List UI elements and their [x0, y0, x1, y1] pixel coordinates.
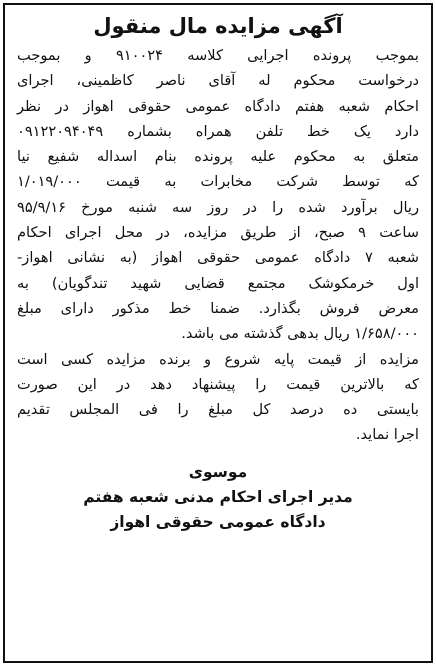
notice-title: آگهی مزایده مال منقول	[93, 14, 343, 38]
paragraph-line: احکام شعبه هفتم دادگاه عمومی حقوقی اهواز در نظر	[17, 97, 419, 115]
paragraph-line: مزایده از قیمت پایه شروع و برنده مزایده کسی است	[17, 350, 419, 368]
notice-paragraph-1	[17, 43, 419, 347]
paragraph-line: اول خرمکوشک مجتمع قضایی شهید تندگویان) به	[17, 274, 419, 292]
signature-court: دادگاه عمومی حقوقی اهواز	[110, 512, 326, 531]
paragraph-line: متعلق به محکوم علیه پرونده بنام اسداله شفیع نیا	[17, 148, 419, 166]
paragraph-line: ریال برآورد شده را در روز سه شنبه مورخ ۹۵/۹/۱۶	[17, 198, 419, 216]
paragraph-line: شعبه ۷ دادگاه عمومی حقوقی اهواز (به نشانی اهواز-	[17, 249, 419, 267]
signature-name: موسوی	[188, 462, 248, 481]
paragraph-line: دارد یک خط تلفن همراه بشماره ۰۹۱۲۲۰۹۴۰۴۹	[17, 122, 419, 140]
paragraph-line: که توسط شرکت مخابرات به قیمت ۱/۰۱۹/۰۰۰	[17, 173, 419, 191]
paragraph-line: ساعت ۹ صبح، از طریق مزایده، در محل اجرای احکام	[17, 224, 419, 242]
paragraph-line: ۱/۶۵۸/۰۰۰ ریال بدهی گذشته می باشد.	[181, 325, 419, 343]
paragraph-line: بموجب پرونده اجرایی کلاسه ۹۱۰۰۲۴ و بموجب	[17, 47, 419, 64]
paragraph-line: اجرا نماید.	[355, 426, 419, 444]
notice-paragraph-2	[17, 347, 419, 448]
notice-frame	[3, 3, 433, 663]
paragraph-line: معرض فروش بگذارد. ضمنا خط مذکور دارای مبلغ	[17, 299, 419, 317]
signature-position: مدیر اجرای احکام مدنی شعبه هفتم	[83, 487, 353, 506]
paragraph-line: درخواست محکوم له آقای ناصر کاظمینی، اجرای	[17, 72, 419, 90]
paragraph-line: که بالاترین قیمت را پیشنهاد دهد در این صورت	[17, 375, 419, 393]
signature-block	[17, 460, 419, 535]
paragraph-line: بایستی ده درصد کل مبلغ را فی المجلس تقدیم	[17, 401, 419, 419]
